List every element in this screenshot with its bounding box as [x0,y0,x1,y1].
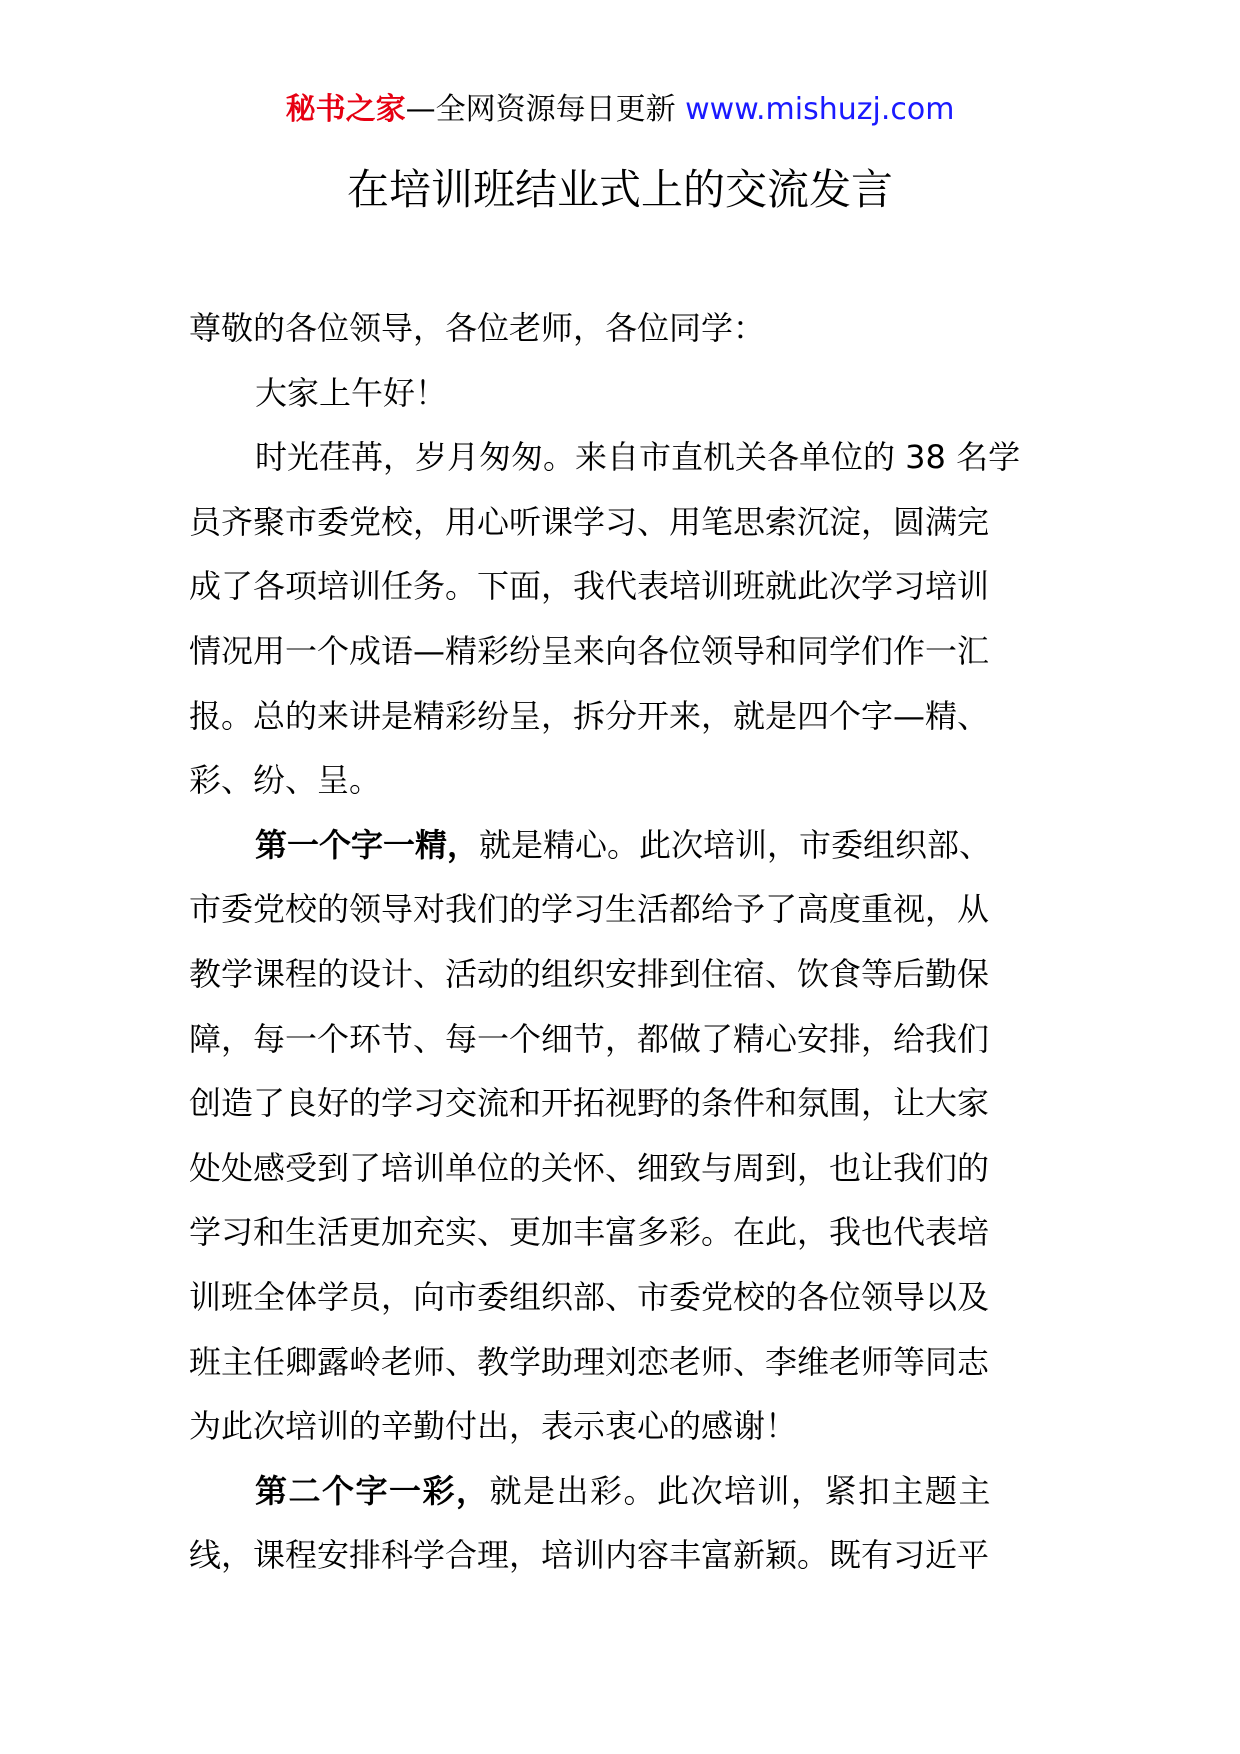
site-banner [0,92,1240,128]
section-one-rest: 就是精心。此次培训，市委组织部、 [479,825,992,864]
body-line: 成了各项培训任务。下面，我代表培训班就此次学习培训 [189,567,990,606]
body-line: 时光荏苒，岁月匆匆。来自市直机关各单位的 38 名学 [255,438,1021,477]
body-line: 报。总的来讲是精彩纷呈，拆分开来，就是四个字—精、 [189,696,990,735]
body-line: 班主任卿露岭老师、教学助理刘恋老师、李维老师等同志 [189,1342,990,1381]
body-line: 训班全体学员，向市委组织部、市委党校的各位领导以及 [189,1277,990,1316]
body-line: 情况用一个成语—精彩纷呈来向各位领导和同学们作一汇 [189,631,990,670]
salutation-line: 尊敬的各位领导，各位老师，各位同学： [189,309,766,347]
body-line: 创造了良好的学习交流和开拓视野的条件和氛围，让大家 [189,1084,990,1123]
body-line: 员齐聚市委党校，用心听课学习、用笔思索沉淀，圆满完 [189,502,990,541]
body-line: 处处感受到了培训单位的关怀、细致与周到，也让我们的 [189,1148,990,1187]
body-line: 教学课程的设计、活动的组织安排到住宿、饮食等后勤保 [189,954,990,993]
body-line: 市委党校的领导对我们的学习生活都给予了高度重视，从 [189,890,990,929]
document-title: 在培训班结业式上的交流发言 [346,165,893,214]
body-line: 学习和生活更加充实、更加丰富多彩。在此，我也代表培 [189,1213,990,1252]
body-line: 为此次培训的辛勤付出，表示衷心的感谢！ [189,1407,798,1446]
document-body [189,296,1069,1588]
site-url-link[interactable]: www.mishuzj.com [685,92,955,127]
greeting-line: 大家上午好！ [255,373,448,412]
section-two-heading-line [189,1459,1069,1524]
body-line: 线，课程安排科学合理，培训内容丰富新颖。既有习近平 [189,1536,990,1575]
section-two-lead: 第二个字一彩， [255,1471,490,1510]
body-line: 障，每一个环节、每一个细节，都做了精心安排，给我们 [189,1019,990,1058]
section-one-heading-line [189,813,1069,878]
section-two-rest: 就是出彩。此次培训，紧扣主题主 [489,1471,993,1510]
section-one-lead: 第一个字一精， [255,825,480,864]
brand-name: 秘书之家 [285,92,406,127]
body-line: 彩、纷、呈。 [189,761,382,800]
banner-slogan: —全网资源每日更新 [405,92,686,127]
